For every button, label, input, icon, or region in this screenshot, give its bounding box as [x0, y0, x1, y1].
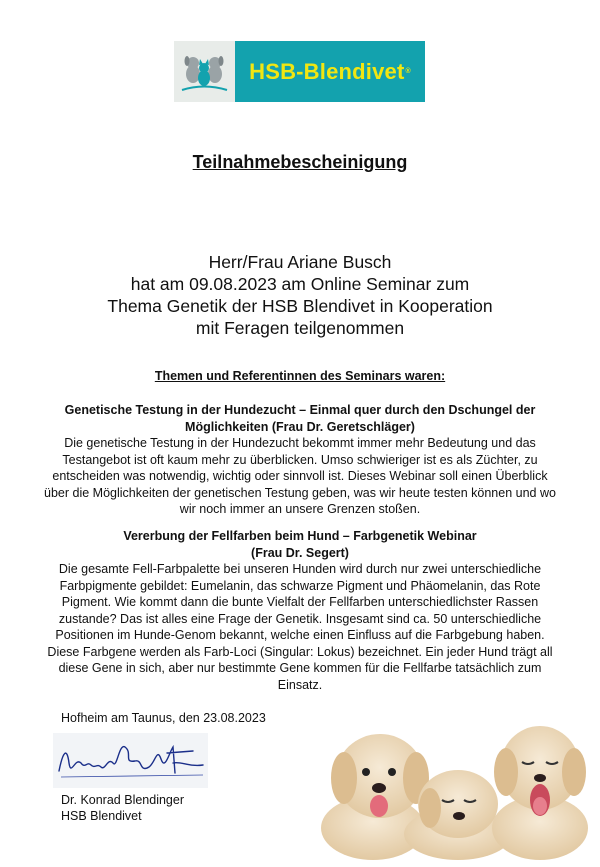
- topic-title-line: Möglichkeiten (Frau Dr. Geretschläger): [185, 419, 415, 434]
- statement-line: hat am 09.08.2023 am Online Seminar zum: [130, 274, 470, 294]
- topic-genetic-testing: [30, 402, 570, 518]
- topic-body-line: Einsatz.: [277, 677, 323, 692]
- topic-title-line: Vererbung der Fellfarben beim Hund – Farbgenetik Webinar: [123, 529, 477, 543]
- signature-image: [53, 733, 208, 788]
- signer-block: [61, 792, 184, 824]
- topic-body-line: Positionen im Hunde-Genom bekannt, welche einen Einfluss auf die Farbgebung haben.: [55, 628, 545, 642]
- logo-wordmark: [235, 41, 425, 102]
- topics-heading: Themen und Referentinnen des Seminars waren:: [154, 369, 446, 383]
- registered-mark: ®: [405, 68, 411, 75]
- topic-title-line: (Frau Dr. Segert): [251, 545, 349, 560]
- topic-body-line: Die genetische Testung in der Hundezucht bekommt immer mehr Bedeutung und das: [64, 436, 536, 450]
- participation-statement: [40, 251, 560, 339]
- topic-body-line: entscheiden was notwendig, wichtig oder sinnvoll ist. Dieses Webinar soll einen Überblick: [52, 469, 548, 483]
- hsb-blendivet-logo: [174, 41, 425, 102]
- topic-body-line: Testangebot ist oft kaum mehr zu überblicken. Umso schwieriger ist es als Züchter, zu: [62, 452, 538, 467]
- puppies-image: [318, 716, 590, 861]
- topic-body-line: wir noch immer an unsere Grenzen stoßen.: [179, 502, 421, 516]
- topic-body-line: über die Möglichkeiten der genetischen Testung geben, was wir heute testen können und wo: [44, 485, 556, 500]
- certificate-title: Teilnahmebescheinigung: [192, 152, 408, 172]
- topic-coat-color-genetics: [30, 528, 570, 693]
- topic-body-line: zustande? Das ist alles eine Frage der Genetik. Insgesamt sind ca. 50 unterschiedliche: [58, 611, 542, 626]
- topic-body-line: diese Gene in sich, aber nur bestimmte Gene kommen für die Fellfarbe tatsächlich zum: [58, 661, 542, 675]
- pets-logo-icon: [174, 41, 235, 102]
- topic-title-line: Genetische Testung in der Hundezucht – Einmal quer durch den Dschungel der: [64, 403, 536, 417]
- topic-body-line: Die gesamte Fell-Farbpalette bei unseren Hunden wird durch nur zwei unterschiedliche: [58, 562, 542, 576]
- topic-body-line: Farbpigmente gebildet: Eumelanin, das schwarze Pigment und Phäomelanin, das Rote: [59, 578, 541, 593]
- topic-body-line: Pigment. Wie kommt dann die bunte Vielfalt der Fellfarben unterschiedlichster Rassen: [61, 595, 539, 609]
- signer-organization: HSB Blendivet: [61, 809, 142, 823]
- participant-line: Herr/Frau Ariane Busch: [208, 252, 392, 272]
- logo-brand-text: HSB-Blendivet: [249, 58, 405, 84]
- topic-body-line: Diese Farbgene werden als Farb-Loci (Singular: Lokus) bezeichnet. Ein jeder Hund trägt all: [47, 644, 553, 659]
- statement-line: Thema Genetik der HSB Blendivet in Kooperation: [107, 296, 493, 316]
- signer-name: Dr. Konrad Blendinger: [61, 793, 184, 807]
- place-and-date: Hofheim am Taunus, den 23.08.2023: [61, 711, 266, 725]
- statement-line: mit Feragen teilgenommen: [195, 318, 405, 338]
